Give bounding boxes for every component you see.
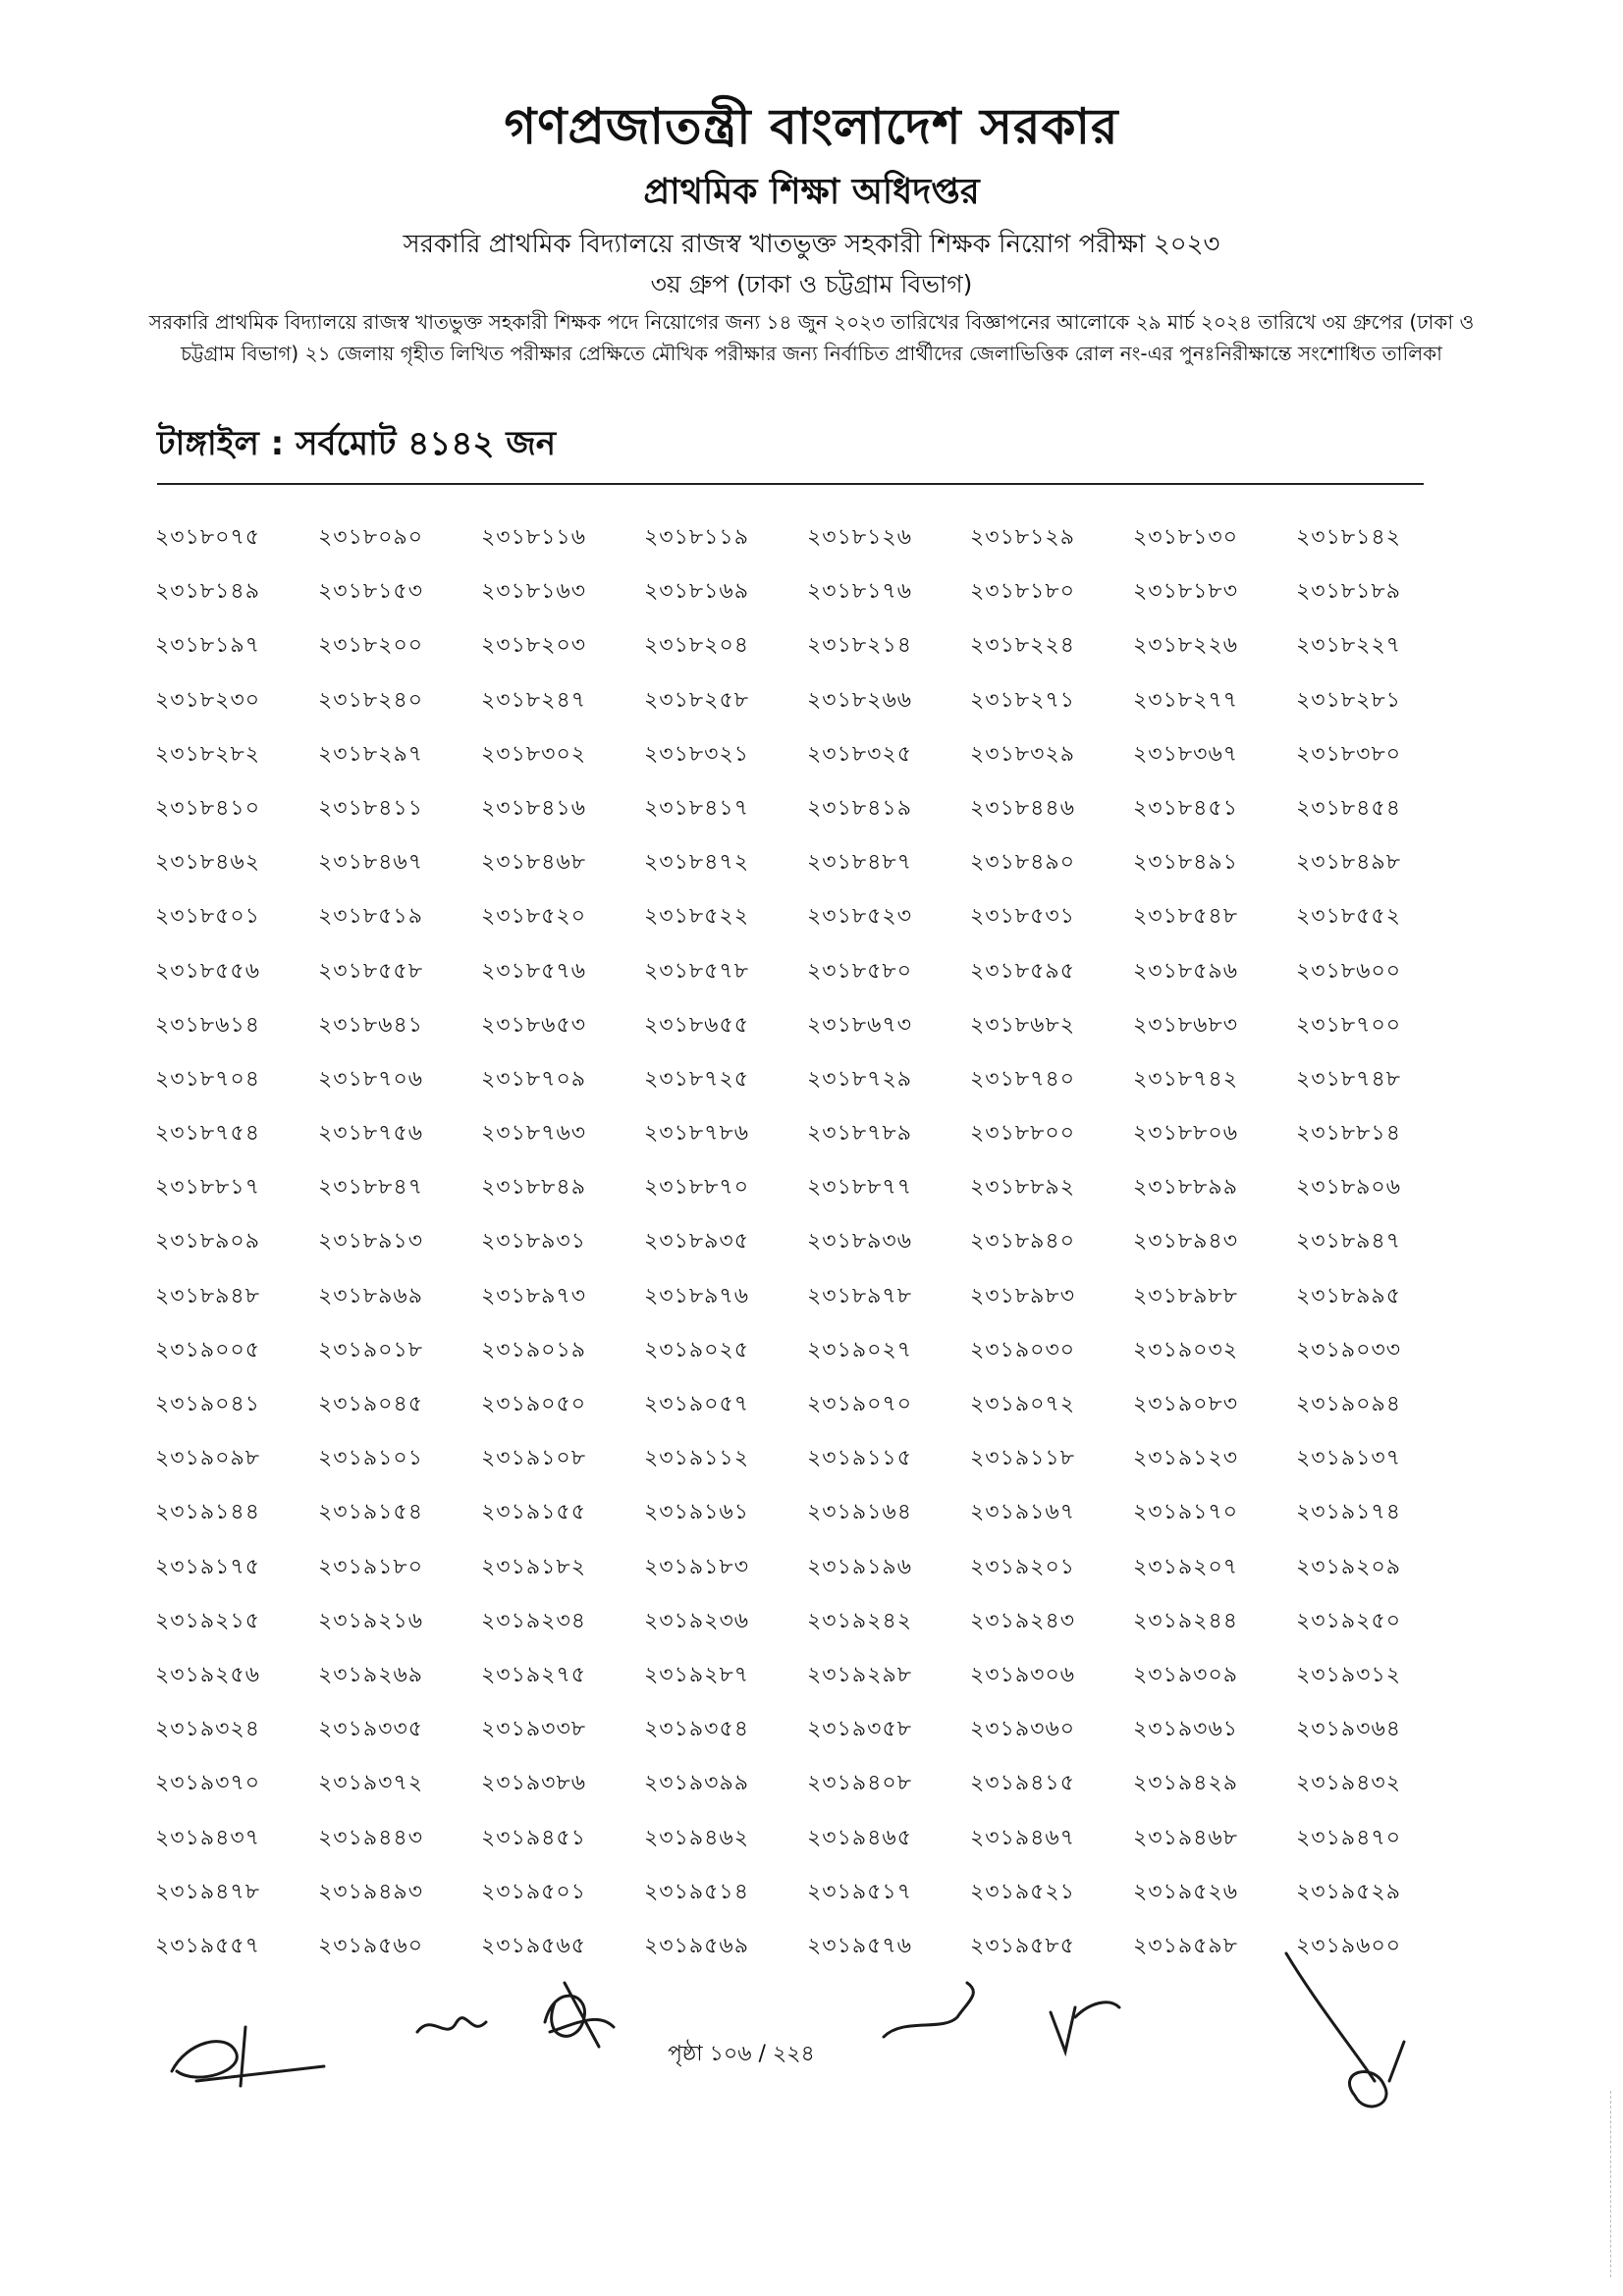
roll-number: ২৩১৯২৮৭: [644, 1662, 750, 1687]
roll-number: ২৩১৯৩৬৪: [1296, 1717, 1402, 1742]
roll-number: ২৩১৮৫৫৬: [155, 958, 261, 984]
roll-number: ২৩১৯৩৭২: [318, 1771, 424, 1796]
roll-number: ২৩১৯১৫৫: [481, 1500, 586, 1525]
roll-number: ২৩১৯৪৬২: [644, 1825, 750, 1850]
roll-number: ২৩১৮৭৫৪: [155, 1121, 261, 1147]
roll-number: ২৩১৮৫৫২: [1296, 904, 1402, 930]
roll-number: ২৩১৯২৩৬: [644, 1608, 750, 1633]
roll-number: ২৩১৮১৫৩: [318, 579, 424, 605]
roll-number: ২৩১৮৯৩৬: [807, 1229, 913, 1255]
roll-number: ২৩১৮১১৬: [481, 525, 587, 550]
roll-number: ২৩১৯০৩০: [970, 1337, 1076, 1362]
roll-number: ২৩১৮১২৬: [807, 525, 913, 550]
roll-number: ২৩১৯০৪১: [155, 1392, 261, 1416]
roll-number: ২৩১৯০১৮: [318, 1337, 424, 1362]
roll-number: ২৩১৯১০১: [318, 1446, 424, 1471]
roll-number: ২৩১৮৬৫৩: [481, 1012, 587, 1038]
roll-number: ২৩১৮৪১৭: [644, 795, 750, 821]
roll-number: ২৩১৯৫৭৬: [807, 1933, 913, 1958]
department-title: প্রাথমিক শিক্ষা অধিদপ্তর: [643, 172, 980, 212]
roll-number: ২৩১৮১৬৯: [644, 579, 750, 605]
roll-number: ২৩১৯৪৩২: [1296, 1771, 1402, 1796]
signature-6: [1286, 1953, 1404, 2107]
roll-number: ২৩১৮২১৪: [807, 633, 913, 659]
roll-number-grid: [155, 520, 1461, 1983]
roll-number: ২৩১৯১৬৭: [970, 1500, 1076, 1525]
roll-number: ২৩১৮৯০৬: [1296, 1175, 1402, 1201]
roll-number: ২৩১৮৯৩১: [481, 1229, 587, 1255]
roll-number: ২৩১৯১৭০: [1133, 1500, 1239, 1525]
signature-4: [884, 1983, 973, 2037]
roll-number: ২৩১৮২০০: [318, 633, 424, 659]
roll-number: ২৩১৯১৫৪: [318, 1500, 423, 1525]
roll-number: ২৩১৮৪৬৮: [481, 850, 587, 876]
roll-number: ২৩১৮৪৬৭: [318, 850, 424, 876]
roll-number: ২৩১৯০২৭: [807, 1337, 913, 1362]
roll-number: ২৩১৯৩৯৯: [644, 1771, 750, 1796]
roll-number: ২৩১৮৬৫৫: [644, 1012, 750, 1038]
roll-number: ২৩১৮৯৭৬: [644, 1283, 750, 1308]
roll-number: ২৩১৮৭৮৬: [644, 1121, 750, 1147]
roll-number: ২৩১৮২৭৭: [1133, 687, 1239, 713]
roll-number: ২৩১৯০৭২: [970, 1392, 1076, 1416]
roll-number: ২৩১৮৯০৯: [155, 1229, 261, 1255]
roll-number: ২৩১৯৩০৯: [1133, 1662, 1239, 1687]
roll-number: ২৩১৯৫২৬: [1133, 1879, 1239, 1904]
roll-number: ২৩১৯৫২১: [970, 1879, 1076, 1904]
roll-number: ২৩১৯৩২৪: [155, 1717, 261, 1742]
roll-number: ২৩১৯২৩৪: [481, 1608, 587, 1633]
roll-number: ২৩১৯৩৬১: [1133, 1717, 1239, 1742]
roll-number: ২৩১৮৪১০: [155, 795, 261, 821]
roll-number: ২৩১৮২৪৭: [481, 687, 587, 713]
roll-number: ২৩১৯৬০০: [1296, 1933, 1402, 1958]
roll-number: ২৩১৯২৬৯: [318, 1662, 424, 1687]
roll-number: ২৩১৮৫৫৮: [318, 958, 423, 984]
roll-number: ২৩১৯৪০৮: [807, 1771, 913, 1796]
roll-number: ২৩১৯০৯৪: [1296, 1392, 1402, 1416]
roll-number: ২৩১৯১৭৫: [155, 1554, 261, 1579]
roll-number: ২৩১৯৫১৪: [644, 1879, 749, 1904]
roll-number: ২৩১৮১৭৬: [807, 579, 913, 605]
signature-5: [1051, 2002, 1119, 2052]
roll-number: ২৩১৮৯৪৮: [155, 1283, 260, 1308]
roll-number: ২৩১৯০২৫: [644, 1337, 750, 1362]
roll-number: ২৩১৮৭০৬: [318, 1066, 424, 1092]
roll-number: ২৩১৮৮১৪: [1296, 1121, 1401, 1147]
roll-number: ২৩১৮৪৫৪: [1296, 795, 1401, 821]
roll-number: ২৩১৯৫০১: [481, 1879, 587, 1904]
roll-number: ২৩১৮৫৯৬: [1133, 958, 1239, 984]
roll-number: ২৩১৮৩০২: [481, 741, 587, 767]
roll-number: ২৩১৯০৪৫: [318, 1392, 424, 1416]
roll-number: ২৩১৮১৮৯: [1296, 579, 1401, 605]
roll-number: ২৩১৮০৭৫: [155, 525, 261, 550]
roll-number: ২৩১৯৩৫৮: [807, 1717, 913, 1742]
roll-number: ২৩১৮৩৬৭: [1133, 741, 1239, 767]
roll-number: ২৩১৯০৩৩: [1296, 1337, 1402, 1362]
roll-number: ২৩১৮২৫৮: [644, 687, 750, 713]
roll-number: ২৩১৮৮৪৯: [481, 1175, 586, 1201]
roll-number: ২৩১৯১২৩: [1133, 1446, 1239, 1471]
roll-number: ২৩১৮৪৮৭: [807, 850, 913, 876]
roll-number: ২৩১৯৫৬৫: [481, 1933, 587, 1958]
signature-3: [545, 1983, 614, 2047]
roll-number: ২৩১৯১৮৩: [644, 1554, 750, 1579]
roll-number: ২৩১৮৪৪৬: [970, 795, 1076, 821]
roll-number: ২৩১৯১১৮: [970, 1446, 1075, 1471]
page-number: পৃষ্ঠা ১০৬ / ২২৪: [668, 2042, 815, 2066]
roll-number: ২৩১৮২৬৬: [807, 687, 913, 713]
roll-number: ২৩১৮৭০৯: [481, 1066, 587, 1092]
roll-number: ২৩১৯৩০৬: [970, 1662, 1076, 1687]
roll-number: ২৩১৯০৫৭: [644, 1392, 750, 1416]
roll-number: ২৩১৯২৪৪: [1133, 1608, 1239, 1633]
roll-number: ২৩১৯৪৫১: [481, 1825, 586, 1850]
roll-number: ২৩১৯২৫৬: [155, 1662, 261, 1687]
roll-number: ২৩১৯৩৬০: [970, 1717, 1076, 1742]
roll-number: ২৩১৯২০৭: [1133, 1554, 1239, 1579]
roll-number: ২৩১৮২২৬: [1133, 633, 1239, 659]
roll-number: ২৩১৯৩৮৬: [481, 1771, 587, 1796]
roll-number: ২৩১৯১০৮: [481, 1446, 587, 1471]
roll-number: ২৩১৮৭০০: [1296, 1012, 1402, 1038]
roll-number: ২৩১৮১১৯: [644, 525, 749, 550]
roll-number: ২৩১৮৯৮৩: [970, 1283, 1076, 1308]
roll-number: ২৩১৮৭৫৬: [318, 1121, 424, 1147]
roll-number: ২৩১৯০৭০: [807, 1392, 913, 1416]
roll-number: ২৩১৮৬৮৩: [1133, 1012, 1239, 1038]
roll-number: ২৩১৮১৬৩: [481, 579, 587, 605]
roll-number: ২৩১৯১৪৪: [155, 1500, 260, 1525]
roll-number: ২৩১৮২২৪: [970, 633, 1076, 659]
roll-number: ২৩১৮২৮২: [155, 741, 261, 767]
group-title: ৩য় গ্রুপ (ঢাকা ও চট্টগ্রাম বিভাগ): [650, 270, 973, 298]
roll-number: ২৩১৮৪৭২: [644, 850, 750, 876]
roll-number: ২৩১৮১৯৭: [155, 633, 261, 659]
roll-number: ২৩১৮৪১৯: [807, 795, 912, 821]
roll-number: ২৩১৮১৪২: [1296, 525, 1402, 550]
roll-number: ২৩১৮৭৪০: [970, 1066, 1076, 1092]
roll-number: ২৩১৯২৭৫: [481, 1662, 587, 1687]
roll-number: ২৩১৮৫৭৬: [481, 958, 587, 984]
roll-number: ২৩১৮১৮০: [970, 579, 1076, 605]
signature-1: [172, 2027, 324, 2086]
roll-number: ২৩১৮১২৯: [970, 525, 1076, 550]
roll-number: ২৩১৯৪১৫: [970, 1771, 1075, 1796]
roll-number: ২৩১৮৩২১: [644, 741, 750, 767]
roll-number: ২৩১৮৮৭৭: [807, 1175, 913, 1201]
roll-number: ২৩১৮০৯০: [318, 525, 424, 550]
roll-number: ২৩১৮২৮১: [1296, 687, 1402, 713]
roll-number: ২৩১৮৪৯০: [970, 850, 1076, 876]
roll-number: ২৩১৯৫৯৮: [1133, 1933, 1238, 1958]
roll-number: ২৩১৯২৪২: [807, 1608, 913, 1633]
roll-number: ২৩১৯১৮০: [318, 1554, 424, 1579]
roll-number: ২৩১৮৮১৭: [155, 1175, 261, 1201]
roll-number: ২৩১৮৯৪৭: [1296, 1229, 1402, 1255]
list-description: সরকারি প্রাথমিক বিদ্যালয়ে রাজস্ব খাতভুক্ত সহকারী শিক্ষক পদে নিয়োগের জন্য ১৪ জুন ২০২৩ তারিখের বিজ্ঞাপনের আলোকে ২৯ মার্চ ২০২৪ তারিখে ৩য় গ্রুপের (ঢাকা ও চট্টগ্রাম বিভাগ) ২১ জেলায় গৃহীত লিখিত পরীক্ষার প্রেক্ষিতে মৌখিক পরীক্ষার জন্য নির্বাচিত প্রার্থীদের জেলাভিত্তিক রোল নং-এর পুনঃনিরীক্ষান্তে সংশোধিত তালিকা: [148, 310, 1475, 365]
roll-number: ২৩১৯৫৬০: [318, 1933, 424, 1958]
roll-number: ২৩১৮২৪০: [318, 687, 424, 713]
roll-number: ২৩১৮৫২২: [644, 904, 750, 930]
roll-number: ২৩১৯১১২: [644, 1446, 750, 1471]
roll-number: ২৩১৯১৩৭: [1296, 1446, 1402, 1471]
roll-number: ২৩১৮৪৯১: [1133, 850, 1238, 876]
roll-number: ২৩১৮৩৮০: [1296, 741, 1402, 767]
roll-number: ২৩১৯২১৫: [155, 1608, 261, 1633]
roll-number: ২৩১৮৭৬৩: [481, 1121, 587, 1147]
roll-number: ২৩১৮৯৬৯: [318, 1283, 424, 1308]
roll-number: ২৩১৮৭০৪: [155, 1066, 261, 1092]
roll-number: ২৩১৯১১৫: [807, 1446, 912, 1471]
roll-number: ২৩১৮৯৪৩: [1133, 1229, 1239, 1255]
roll-number: ২৩১৯০৮৩: [1133, 1392, 1239, 1416]
roll-number: ২৩১৮২৭১: [970, 687, 1076, 713]
roll-number: ২৩১৯১৭৪: [1296, 1500, 1402, 1525]
roll-number: ২৩১৮৯৯৫: [1296, 1283, 1401, 1308]
signature-2: [417, 2018, 486, 2032]
roll-number: ২৩১৯৫২৯: [1296, 1879, 1402, 1904]
roll-number: ২৩১৮১৮৩: [1133, 579, 1239, 605]
roll-number: ২৩১৮৫৪৮: [1133, 904, 1238, 930]
roll-number: ২৩১৮৬৮২: [970, 1012, 1076, 1038]
roll-number: ২৩১৮৯৪০: [970, 1229, 1076, 1255]
roll-number: ২৩১৮৭২৯: [807, 1066, 913, 1092]
roll-number: ২৩১৮৫৮০: [807, 958, 913, 984]
roll-number: ২৩১৯২৫০: [1296, 1608, 1402, 1633]
roll-number: ২৩১৯২০৯: [1296, 1554, 1402, 1579]
roll-number: ২৩১৯১৬৪: [807, 1500, 913, 1525]
roll-number: ২৩১৮৫২৩: [807, 904, 913, 930]
roll-number: ২৩১৯৪৭৮: [155, 1879, 261, 1904]
roll-number: ২৩১৮২০৪: [644, 633, 750, 659]
roll-number: ২৩১৯২০১: [970, 1554, 1076, 1579]
roll-number: ২৩১৮৭৪২: [1133, 1066, 1239, 1092]
roll-number: ২৩১৯১৯৬: [807, 1554, 913, 1579]
roll-number: ২৩১৯৪৯৩: [318, 1879, 424, 1904]
roll-number: ২৩১৮২০৩: [481, 633, 587, 659]
roll-number: ২৩১৮১৪৯: [155, 579, 260, 605]
roll-number: ২৩১৮৫০১: [155, 904, 261, 930]
roll-number: ২৩১৯৩১২: [1296, 1662, 1402, 1687]
roll-number: ২৩১৯৪৩৭: [155, 1825, 261, 1850]
roll-number: ২৩১৮৩২৯: [970, 741, 1076, 767]
roll-number: ২৩১৮৭২৫: [644, 1066, 750, 1092]
roll-number: ২৩১৯৫৫৭: [155, 1933, 261, 1958]
roll-number: ২৩১৮৬৭৩: [807, 1012, 913, 1038]
roll-number: ২৩১৮৮৪৭: [318, 1175, 424, 1201]
roll-number: ২৩১৮৪৫১: [1133, 795, 1238, 821]
roll-number: ২৩১৯৪২৯: [1133, 1771, 1239, 1796]
margin-mark: [1610, 2091, 1611, 2277]
roll-number: ২৩১৯৩৫৪: [644, 1717, 750, 1742]
roll-number: ২৩১৯১৮২: [481, 1554, 587, 1579]
roll-number: ২৩১৮১৩০: [1133, 525, 1239, 550]
roll-number: ২৩১৯৫৮৫: [970, 1933, 1075, 1958]
roll-number: ২৩১৯৩৩৮: [481, 1717, 587, 1742]
roll-number: ২৩১৯০৯৮: [155, 1446, 261, 1471]
roll-number: ২৩১৯৪৬৫: [807, 1825, 913, 1850]
roll-number: ২৩১৯৫৬৯: [644, 1933, 750, 1958]
roll-number: ২৩১৮৫২০: [481, 904, 587, 930]
roll-number: ২৩১৯৩৩৫: [318, 1717, 424, 1742]
roll-number: ২৩১৯৪৬৭: [970, 1825, 1076, 1850]
roll-number: ২৩১৮৩২৫: [807, 741, 913, 767]
government-title: গণপ্রজাতন্ত্রী বাংলাদেশ সরকার: [504, 98, 1119, 155]
roll-number: ২৩১৮৪১৬: [481, 795, 587, 821]
roll-number: ২৩১৮৭৮৯: [807, 1121, 913, 1147]
roll-number: ২৩১৮৪১১: [318, 795, 423, 821]
district-heading: টাঙ্গাইল : সর্বমোট ৪১৪২ জন: [157, 424, 557, 463]
roll-number: ২৩১৮৬১৪: [155, 1012, 261, 1038]
roll-number: ২৩১৯০১৯: [481, 1337, 587, 1362]
heading-divider: [157, 483, 1424, 485]
roll-number: ২৩১৯৪৭০: [1296, 1825, 1402, 1850]
roll-number: ২৩১৮৯১৩: [318, 1229, 424, 1255]
roll-number: ২৩১৯২৯৮: [807, 1662, 913, 1687]
roll-number: ২৩১৮৮০৬: [1133, 1121, 1239, 1147]
roll-number: ২৩১৯২১৬: [318, 1608, 424, 1633]
roll-number: ২৩১৯০৫০: [481, 1392, 587, 1416]
roll-number: ২৩১৮৯৭৮: [807, 1283, 913, 1308]
roll-number: ২৩১৮৮০০: [970, 1121, 1076, 1147]
roll-number: ২৩১৮৮৯২: [970, 1175, 1076, 1201]
roll-number: ২৩১৮৫৯৫: [970, 958, 1075, 984]
roll-number: ২৩১৯২৪৩: [970, 1608, 1076, 1633]
roll-number: ২৩১৯০০৫: [155, 1337, 261, 1362]
roll-number: ২৩১৯০৩২: [1133, 1337, 1239, 1362]
roll-number: ২৩১৮৭৪৮: [1296, 1066, 1402, 1092]
roll-number: ২৩১৮৬০০: [1296, 958, 1402, 984]
roll-number: ২৩১৮৮৯৯: [1133, 1175, 1238, 1201]
roll-number: ২৩১৯১৬১: [644, 1500, 750, 1525]
roll-number: ২৩১৮২২৭: [1296, 633, 1402, 659]
roll-number: ২৩১৮৪৯৮: [1296, 850, 1401, 876]
roll-number: ২৩১৮৫৭৮: [644, 958, 750, 984]
roll-number: ২৩১৮৯৭৩: [481, 1283, 587, 1308]
roll-number: ২৩১৯৫১৭: [807, 1879, 913, 1904]
exam-title: সরকারি প্রাথমিক বিদ্যালয়ে রাজস্ব খাতভুক্ত সহকারী শিক্ষক নিয়োগ পরীক্ষা ২০২৩: [403, 230, 1220, 259]
roll-number: ২৩১৯৪৬৮: [1133, 1825, 1239, 1850]
roll-number: ২৩১৯৪৪৩: [318, 1825, 424, 1850]
roll-number: ২৩১৮২৩০: [155, 687, 261, 713]
roll-number: ২৩১৮৮৭০: [644, 1175, 750, 1201]
roll-number: ২৩১৯৩৭০: [155, 1771, 261, 1796]
roll-number: ২৩১৮৯৩৫: [644, 1229, 750, 1255]
roll-number: ২৩১৮৪৬২: [155, 850, 261, 876]
roll-number: ২৩১৮৬৪১: [318, 1012, 424, 1038]
roll-number: ২৩১৮২৯৭: [318, 741, 424, 767]
roll-number: ২৩১৮৫৩১: [970, 904, 1076, 930]
roll-number: ২৩১৮৯৮৮: [1133, 1283, 1238, 1308]
roll-number: ২৩১৮৫১৯: [318, 904, 423, 930]
